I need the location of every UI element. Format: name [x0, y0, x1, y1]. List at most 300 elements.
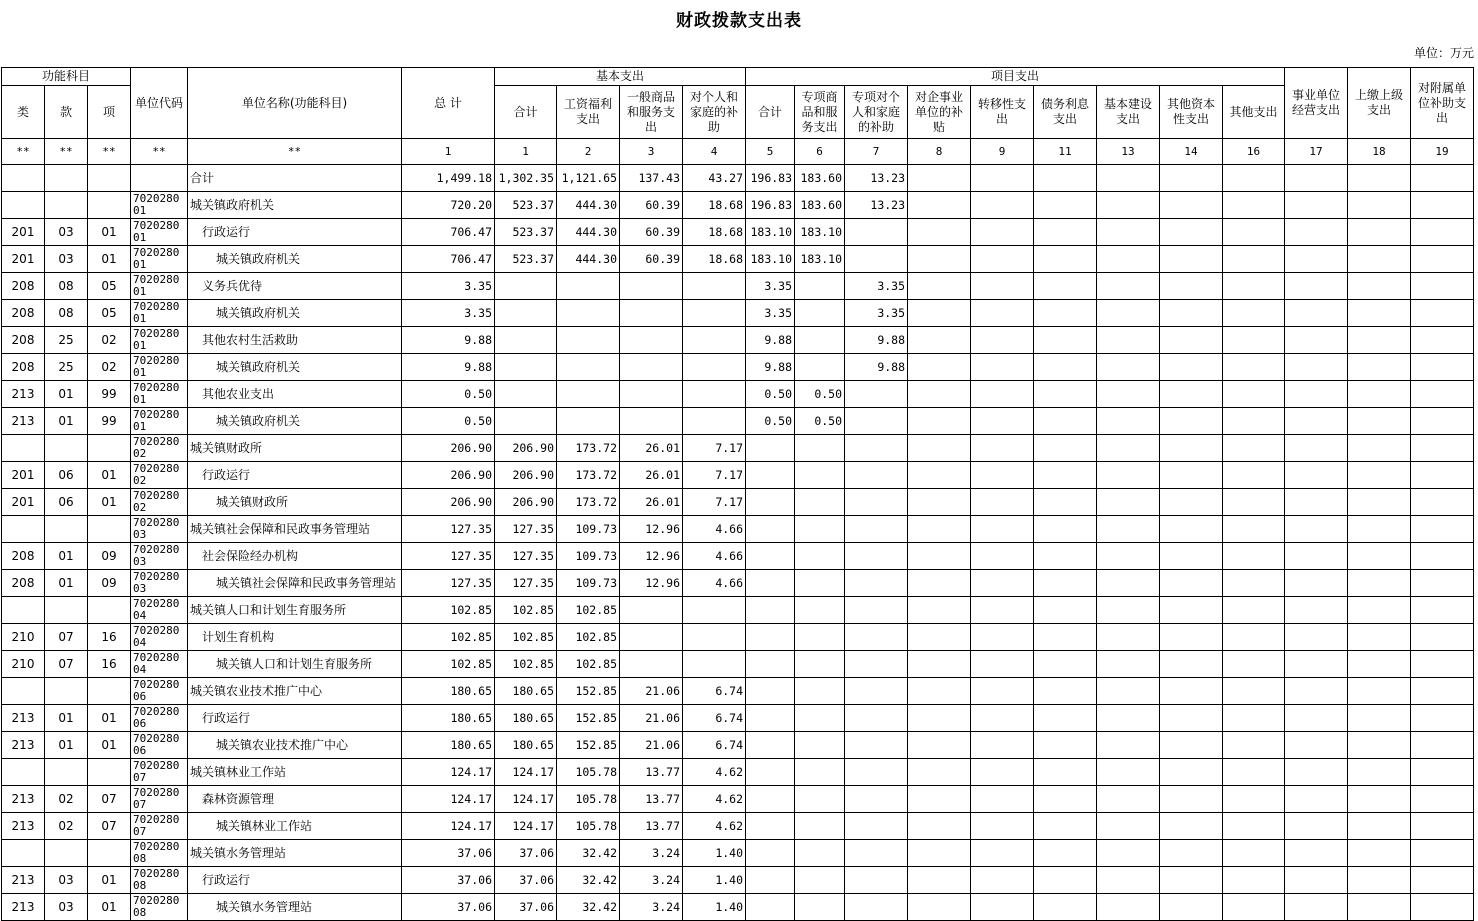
- project-total-cell: [746, 678, 795, 705]
- project-goods-cell: [795, 489, 845, 516]
- basic-goods-cell: 3.24: [620, 840, 683, 867]
- other-cell: [1223, 813, 1285, 840]
- submit-upper-cell: [1348, 894, 1411, 921]
- capital-cell: [1160, 408, 1223, 435]
- capital-cell: [1160, 624, 1223, 651]
- basic-wage-cell: [557, 327, 620, 354]
- basic-goods-cell: 12.96: [620, 543, 683, 570]
- project-personal-cell: [845, 219, 908, 246]
- table-row: [2, 327, 1474, 354]
- business-cell: [1285, 570, 1348, 597]
- basic-personal-cell: 4.62: [683, 759, 746, 786]
- xiang-cell: 01: [88, 219, 131, 246]
- other-cell: [1223, 894, 1285, 921]
- business-cell: [1285, 732, 1348, 759]
- unit-name-cell: 行政运行: [188, 867, 402, 894]
- business-unit-header: 事业单位经营支出: [1285, 68, 1348, 139]
- unit-code-cell: 702028004: [131, 651, 188, 678]
- table-row: [2, 462, 1474, 489]
- basic-goods-cell: 3.24: [620, 894, 683, 921]
- unit-code-cell: 702028003: [131, 516, 188, 543]
- other-cell: [1223, 192, 1285, 219]
- project-col-header: 专项对个人和家庭的补助: [845, 86, 908, 139]
- interest-cell: [1034, 381, 1097, 408]
- basic-personal-cell: 7.17: [683, 489, 746, 516]
- project-goods-cell: [795, 732, 845, 759]
- project-personal-cell: 13.23: [845, 165, 908, 192]
- project-subsidy-cell: [908, 354, 971, 381]
- xiang-cell: 16: [88, 651, 131, 678]
- kuan-cell: 01: [45, 705, 88, 732]
- kuan-cell: 08: [45, 300, 88, 327]
- business-cell: [1285, 435, 1348, 462]
- project-personal-cell: [845, 867, 908, 894]
- other-cell: [1223, 678, 1285, 705]
- interest-cell: [1034, 408, 1097, 435]
- lei-cell: 201: [2, 246, 45, 273]
- col-number: 18: [1348, 139, 1411, 165]
- project-total-cell: [746, 597, 795, 624]
- construction-cell: [1097, 597, 1160, 624]
- submit-upper-cell: [1348, 192, 1411, 219]
- basic-total-cell: 37.06: [495, 840, 557, 867]
- basic-total-cell: 37.06: [495, 894, 557, 921]
- table-row: [2, 246, 1474, 273]
- subsidy-cell: [1411, 516, 1474, 543]
- project-goods-cell: [795, 516, 845, 543]
- xiang-cell: 16: [88, 624, 131, 651]
- kuan-cell: [45, 165, 88, 192]
- kuan-cell: 01: [45, 381, 88, 408]
- kuan-header: 款: [45, 86, 88, 139]
- marker-cell: **: [131, 139, 188, 165]
- business-cell: [1285, 894, 1348, 921]
- col-number: 2: [557, 139, 620, 165]
- total-cell: 0.50: [402, 381, 495, 408]
- project-total-cell: 3.35: [746, 300, 795, 327]
- submit-upper-cell: [1348, 489, 1411, 516]
- unit-code-header: 单位代码: [131, 68, 188, 139]
- basic-goods-cell: 21.06: [620, 732, 683, 759]
- unit-name-cell: 计划生育机构: [188, 624, 402, 651]
- business-cell: [1285, 678, 1348, 705]
- unit-name-cell: 城关镇政府机关: [188, 408, 402, 435]
- basic-wage-cell: 105.78: [557, 813, 620, 840]
- total-cell: 206.90: [402, 462, 495, 489]
- page-title: 财政拨款支出表: [676, 11, 802, 31]
- submit-upper-cell: [1348, 867, 1411, 894]
- unit-name-cell: 城关镇林业工作站: [188, 813, 402, 840]
- construction-cell: [1097, 489, 1160, 516]
- unit-code-cell: 702028006: [131, 678, 188, 705]
- interest-cell: [1034, 651, 1097, 678]
- basic-col-header: 对个人和家庭的补助: [683, 86, 746, 139]
- total-header: 总 计: [402, 68, 495, 139]
- xiang-cell: 01: [88, 246, 131, 273]
- table-row: [2, 813, 1474, 840]
- project-subsidy-cell: [908, 786, 971, 813]
- capital-cell: [1160, 597, 1223, 624]
- xiang-cell: 01: [88, 894, 131, 921]
- subsidy-cell: [1411, 759, 1474, 786]
- unit-name-cell: 义务兵优待: [188, 273, 402, 300]
- business-cell: [1285, 840, 1348, 867]
- interest-cell: [1034, 300, 1097, 327]
- xiang-cell: 01: [88, 732, 131, 759]
- subsidy-cell: [1411, 597, 1474, 624]
- lei-cell: 208: [2, 543, 45, 570]
- construction-cell: [1097, 435, 1160, 462]
- construction-cell: [1097, 732, 1160, 759]
- xiang-cell: 01: [88, 867, 131, 894]
- project-col-header: 专项商品和服务支出: [795, 86, 845, 139]
- kuan-cell: 07: [45, 624, 88, 651]
- subsidy-cell: [1411, 678, 1474, 705]
- project-goods-cell: [795, 570, 845, 597]
- lei-cell: 208: [2, 273, 45, 300]
- basic-wage-cell: 152.85: [557, 705, 620, 732]
- basic-goods-cell: [620, 327, 683, 354]
- total-cell: 127.35: [402, 516, 495, 543]
- submit-upper-cell: [1348, 246, 1411, 273]
- transfer-cell: [971, 894, 1034, 921]
- unit-name-cell: 城关镇人口和计划生育服务所: [188, 651, 402, 678]
- submit-upper-cell: [1348, 300, 1411, 327]
- submit-upper-cell: [1348, 435, 1411, 462]
- project-total-cell: [746, 651, 795, 678]
- construction-cell: [1097, 786, 1160, 813]
- basic-goods-cell: 137.43: [620, 165, 683, 192]
- business-cell: [1285, 300, 1348, 327]
- lei-cell: [2, 516, 45, 543]
- project-total-cell: [746, 786, 795, 813]
- submit-upper-cell: [1348, 624, 1411, 651]
- construction-cell: [1097, 327, 1160, 354]
- submit-upper-cell: [1348, 840, 1411, 867]
- capital-cell: [1160, 651, 1223, 678]
- basic-goods-cell: 26.01: [620, 462, 683, 489]
- project-subsidy-cell: [908, 867, 971, 894]
- xiang-cell: 01: [88, 489, 131, 516]
- lei-cell: [2, 165, 45, 192]
- total-cell: 706.47: [402, 246, 495, 273]
- capital-cell: [1160, 840, 1223, 867]
- col-number: 7: [845, 139, 908, 165]
- lei-cell: 213: [2, 381, 45, 408]
- kuan-cell: 01: [45, 732, 88, 759]
- project-goods-cell: [795, 543, 845, 570]
- submit-upper-cell: [1348, 705, 1411, 732]
- project-subsidy-cell: [908, 894, 971, 921]
- xiang-cell: [88, 435, 131, 462]
- xiang-cell: 99: [88, 381, 131, 408]
- table-row: [2, 597, 1474, 624]
- col-number: 1: [402, 139, 495, 165]
- kuan-cell: 02: [45, 786, 88, 813]
- basic-col-header: 工资福利支出: [557, 86, 620, 139]
- unit-code-cell: 702028007: [131, 786, 188, 813]
- kuan-cell: 01: [45, 570, 88, 597]
- kuan-cell: 07: [45, 651, 88, 678]
- basic-col-header: 合计: [495, 86, 557, 139]
- project-goods-cell: [795, 759, 845, 786]
- transfer-cell: [971, 597, 1034, 624]
- other-cell: [1223, 489, 1285, 516]
- business-cell: [1285, 408, 1348, 435]
- project-personal-cell: [845, 786, 908, 813]
- business-cell: [1285, 354, 1348, 381]
- basic-goods-cell: 12.96: [620, 570, 683, 597]
- unit-name-cell: 合计: [188, 165, 402, 192]
- xiang-cell: [88, 759, 131, 786]
- project-subsidy-cell: [908, 435, 971, 462]
- total-cell: 180.65: [402, 732, 495, 759]
- kuan-cell: 03: [45, 894, 88, 921]
- unit-code-cell: 702028003: [131, 570, 188, 597]
- project-personal-cell: [845, 624, 908, 651]
- basic-total-cell: 180.65: [495, 678, 557, 705]
- project-personal-cell: [845, 381, 908, 408]
- interest-cell: [1034, 192, 1097, 219]
- basic-personal-cell: 1.40: [683, 867, 746, 894]
- xiang-cell: 01: [88, 462, 131, 489]
- basic-goods-cell: 26.01: [620, 489, 683, 516]
- basic-wage-cell: 173.72: [557, 435, 620, 462]
- capital-cell: [1160, 192, 1223, 219]
- lei-cell: 208: [2, 327, 45, 354]
- subsidy-cell: [1411, 462, 1474, 489]
- lei-cell: 201: [2, 462, 45, 489]
- total-cell: 127.35: [402, 543, 495, 570]
- project-total-cell: 196.83: [746, 165, 795, 192]
- capital-cell: [1160, 381, 1223, 408]
- other-cell: [1223, 732, 1285, 759]
- interest-cell: [1034, 435, 1097, 462]
- table-row: [2, 732, 1474, 759]
- project-personal-cell: [845, 651, 908, 678]
- project-subsidy-cell: [908, 192, 971, 219]
- col-number: 9: [971, 139, 1034, 165]
- transfer-cell: [971, 462, 1034, 489]
- capital-cell: [1160, 813, 1223, 840]
- unit-name-cell: 城关镇农业技术推广中心: [188, 732, 402, 759]
- xiang-cell: [88, 192, 131, 219]
- xiang-cell: 05: [88, 273, 131, 300]
- lei-cell: 201: [2, 489, 45, 516]
- basic-total-cell: 127.35: [495, 570, 557, 597]
- project-total-cell: [746, 570, 795, 597]
- capital-cell: [1160, 327, 1223, 354]
- project-goods-cell: 183.60: [795, 192, 845, 219]
- project-total-cell: [746, 759, 795, 786]
- subsidy-cell: [1411, 327, 1474, 354]
- project-total-cell: [746, 516, 795, 543]
- construction-cell: [1097, 246, 1160, 273]
- basic-wage-cell: [557, 408, 620, 435]
- basic-personal-cell: 1.40: [683, 894, 746, 921]
- unit-code-cell: 702028008: [131, 894, 188, 921]
- basic-goods-cell: 12.96: [620, 516, 683, 543]
- project-subsidy-cell: [908, 651, 971, 678]
- project-goods-cell: [795, 273, 845, 300]
- unit-name-cell: 城关镇政府机关: [188, 192, 402, 219]
- basic-wage-cell: 109.73: [557, 570, 620, 597]
- total-cell: 124.17: [402, 786, 495, 813]
- unit-name-cell: 城关镇政府机关: [188, 246, 402, 273]
- interest-cell: [1034, 489, 1097, 516]
- basic-total-cell: 124.17: [495, 786, 557, 813]
- project-total-cell: 3.35: [746, 273, 795, 300]
- construction-cell: [1097, 678, 1160, 705]
- basic-total-cell: [495, 354, 557, 381]
- basic-goods-cell: 13.77: [620, 759, 683, 786]
- project-total-cell: 183.10: [746, 246, 795, 273]
- construction-cell: [1097, 813, 1160, 840]
- total-cell: 9.88: [402, 327, 495, 354]
- unit-name-cell: 其他农村生活救助: [188, 327, 402, 354]
- project-personal-cell: [845, 678, 908, 705]
- kuan-cell: [45, 192, 88, 219]
- submit-upper-cell: [1348, 516, 1411, 543]
- kuan-cell: [45, 759, 88, 786]
- xiang-cell: [88, 516, 131, 543]
- lei-cell: 213: [2, 894, 45, 921]
- business-cell: [1285, 543, 1348, 570]
- project-total-cell: 0.50: [746, 408, 795, 435]
- subsidy-cell: [1411, 732, 1474, 759]
- basic-total-cell: [495, 408, 557, 435]
- lei-cell: 213: [2, 813, 45, 840]
- project-goods-cell: [795, 867, 845, 894]
- capital-cell: [1160, 543, 1223, 570]
- basic-wage-cell: [557, 381, 620, 408]
- project-total-cell: [746, 813, 795, 840]
- project-goods-cell: [795, 678, 845, 705]
- project-subsidy-cell: [908, 246, 971, 273]
- basic-total-cell: [495, 273, 557, 300]
- project-subsidy-cell: [908, 327, 971, 354]
- col-number: 4: [683, 139, 746, 165]
- kuan-cell: 03: [45, 246, 88, 273]
- submit-upper-cell: [1348, 273, 1411, 300]
- interest-cell: [1034, 813, 1097, 840]
- basic-wage-cell: 444.30: [557, 219, 620, 246]
- submit-upper-cell: [1348, 732, 1411, 759]
- xiang-cell: [88, 678, 131, 705]
- interest-cell: [1034, 354, 1097, 381]
- table-row: [2, 408, 1474, 435]
- project-total-cell: [746, 489, 795, 516]
- func-subject-header: 功能科目: [2, 68, 131, 86]
- basic-goods-cell: [620, 624, 683, 651]
- business-cell: [1285, 624, 1348, 651]
- project-subsidy-cell: [908, 273, 971, 300]
- transfer-cell: [971, 705, 1034, 732]
- unit-code-cell: 702028006: [131, 732, 188, 759]
- basic-goods-cell: 13.77: [620, 813, 683, 840]
- kuan-cell: [45, 597, 88, 624]
- table-row: [2, 489, 1474, 516]
- lei-cell: [2, 678, 45, 705]
- capital-cell: [1160, 678, 1223, 705]
- business-cell: [1285, 462, 1348, 489]
- transfer-cell: [971, 489, 1034, 516]
- business-cell: [1285, 381, 1348, 408]
- unit-name-cell: 其他农业支出: [188, 381, 402, 408]
- project-subsidy-cell: [908, 516, 971, 543]
- submit-upper-cell: [1348, 651, 1411, 678]
- project-goods-cell: [795, 435, 845, 462]
- capital-cell: [1160, 759, 1223, 786]
- basic-total-cell: [495, 381, 557, 408]
- total-cell: 180.65: [402, 705, 495, 732]
- table-row: [2, 759, 1474, 786]
- interest-cell: [1034, 597, 1097, 624]
- business-cell: [1285, 327, 1348, 354]
- col-number: 8: [908, 139, 971, 165]
- project-personal-cell: [845, 435, 908, 462]
- subsidy-cell: [1411, 381, 1474, 408]
- submit-upper-cell: [1348, 786, 1411, 813]
- basic-wage-cell: 32.42: [557, 840, 620, 867]
- transfer-cell: [971, 678, 1034, 705]
- col-number: 5: [746, 139, 795, 165]
- unit-name-cell: 森林资源管理: [188, 786, 402, 813]
- transfer-cell: [971, 516, 1034, 543]
- transfer-cell: [971, 246, 1034, 273]
- basic-total-cell: 523.37: [495, 246, 557, 273]
- business-cell: [1285, 867, 1348, 894]
- transfer-cell: [971, 408, 1034, 435]
- project-goods-cell: [795, 813, 845, 840]
- table-row: [2, 219, 1474, 246]
- basic-wage-cell: 152.85: [557, 678, 620, 705]
- kuan-cell: [45, 678, 88, 705]
- basic-wage-cell: 32.42: [557, 867, 620, 894]
- lei-cell: 213: [2, 867, 45, 894]
- project-subsidy-cell: [908, 219, 971, 246]
- business-cell: [1285, 597, 1348, 624]
- total-cell: 102.85: [402, 651, 495, 678]
- capital-cell: [1160, 219, 1223, 246]
- submit-upper-cell: [1348, 165, 1411, 192]
- business-cell: [1285, 246, 1348, 273]
- construction-cell: [1097, 570, 1160, 597]
- basic-wage-cell: 173.72: [557, 462, 620, 489]
- project-goods-cell: [795, 840, 845, 867]
- header-row-1: [2, 68, 1474, 86]
- table-row: [2, 678, 1474, 705]
- transfer-cell: [971, 381, 1034, 408]
- basic-wage-cell: 32.42: [557, 894, 620, 921]
- capital-cell: [1160, 786, 1223, 813]
- unit-code-cell: 702028001: [131, 273, 188, 300]
- basic-personal-cell: [683, 651, 746, 678]
- project-personal-cell: [845, 894, 908, 921]
- submit-upper-cell: [1348, 219, 1411, 246]
- table-row: [2, 570, 1474, 597]
- marker-cell: **: [45, 139, 88, 165]
- construction-cell: [1097, 354, 1160, 381]
- project-subsidy-cell: [908, 165, 971, 192]
- transfer-cell: [971, 300, 1034, 327]
- table-row: [2, 300, 1474, 327]
- subsidy-header: 对附属单位补助支出: [1411, 68, 1474, 139]
- project-total-cell: [746, 867, 795, 894]
- lei-cell: 210: [2, 651, 45, 678]
- transfer-cell: [971, 543, 1034, 570]
- project-goods-cell: [795, 597, 845, 624]
